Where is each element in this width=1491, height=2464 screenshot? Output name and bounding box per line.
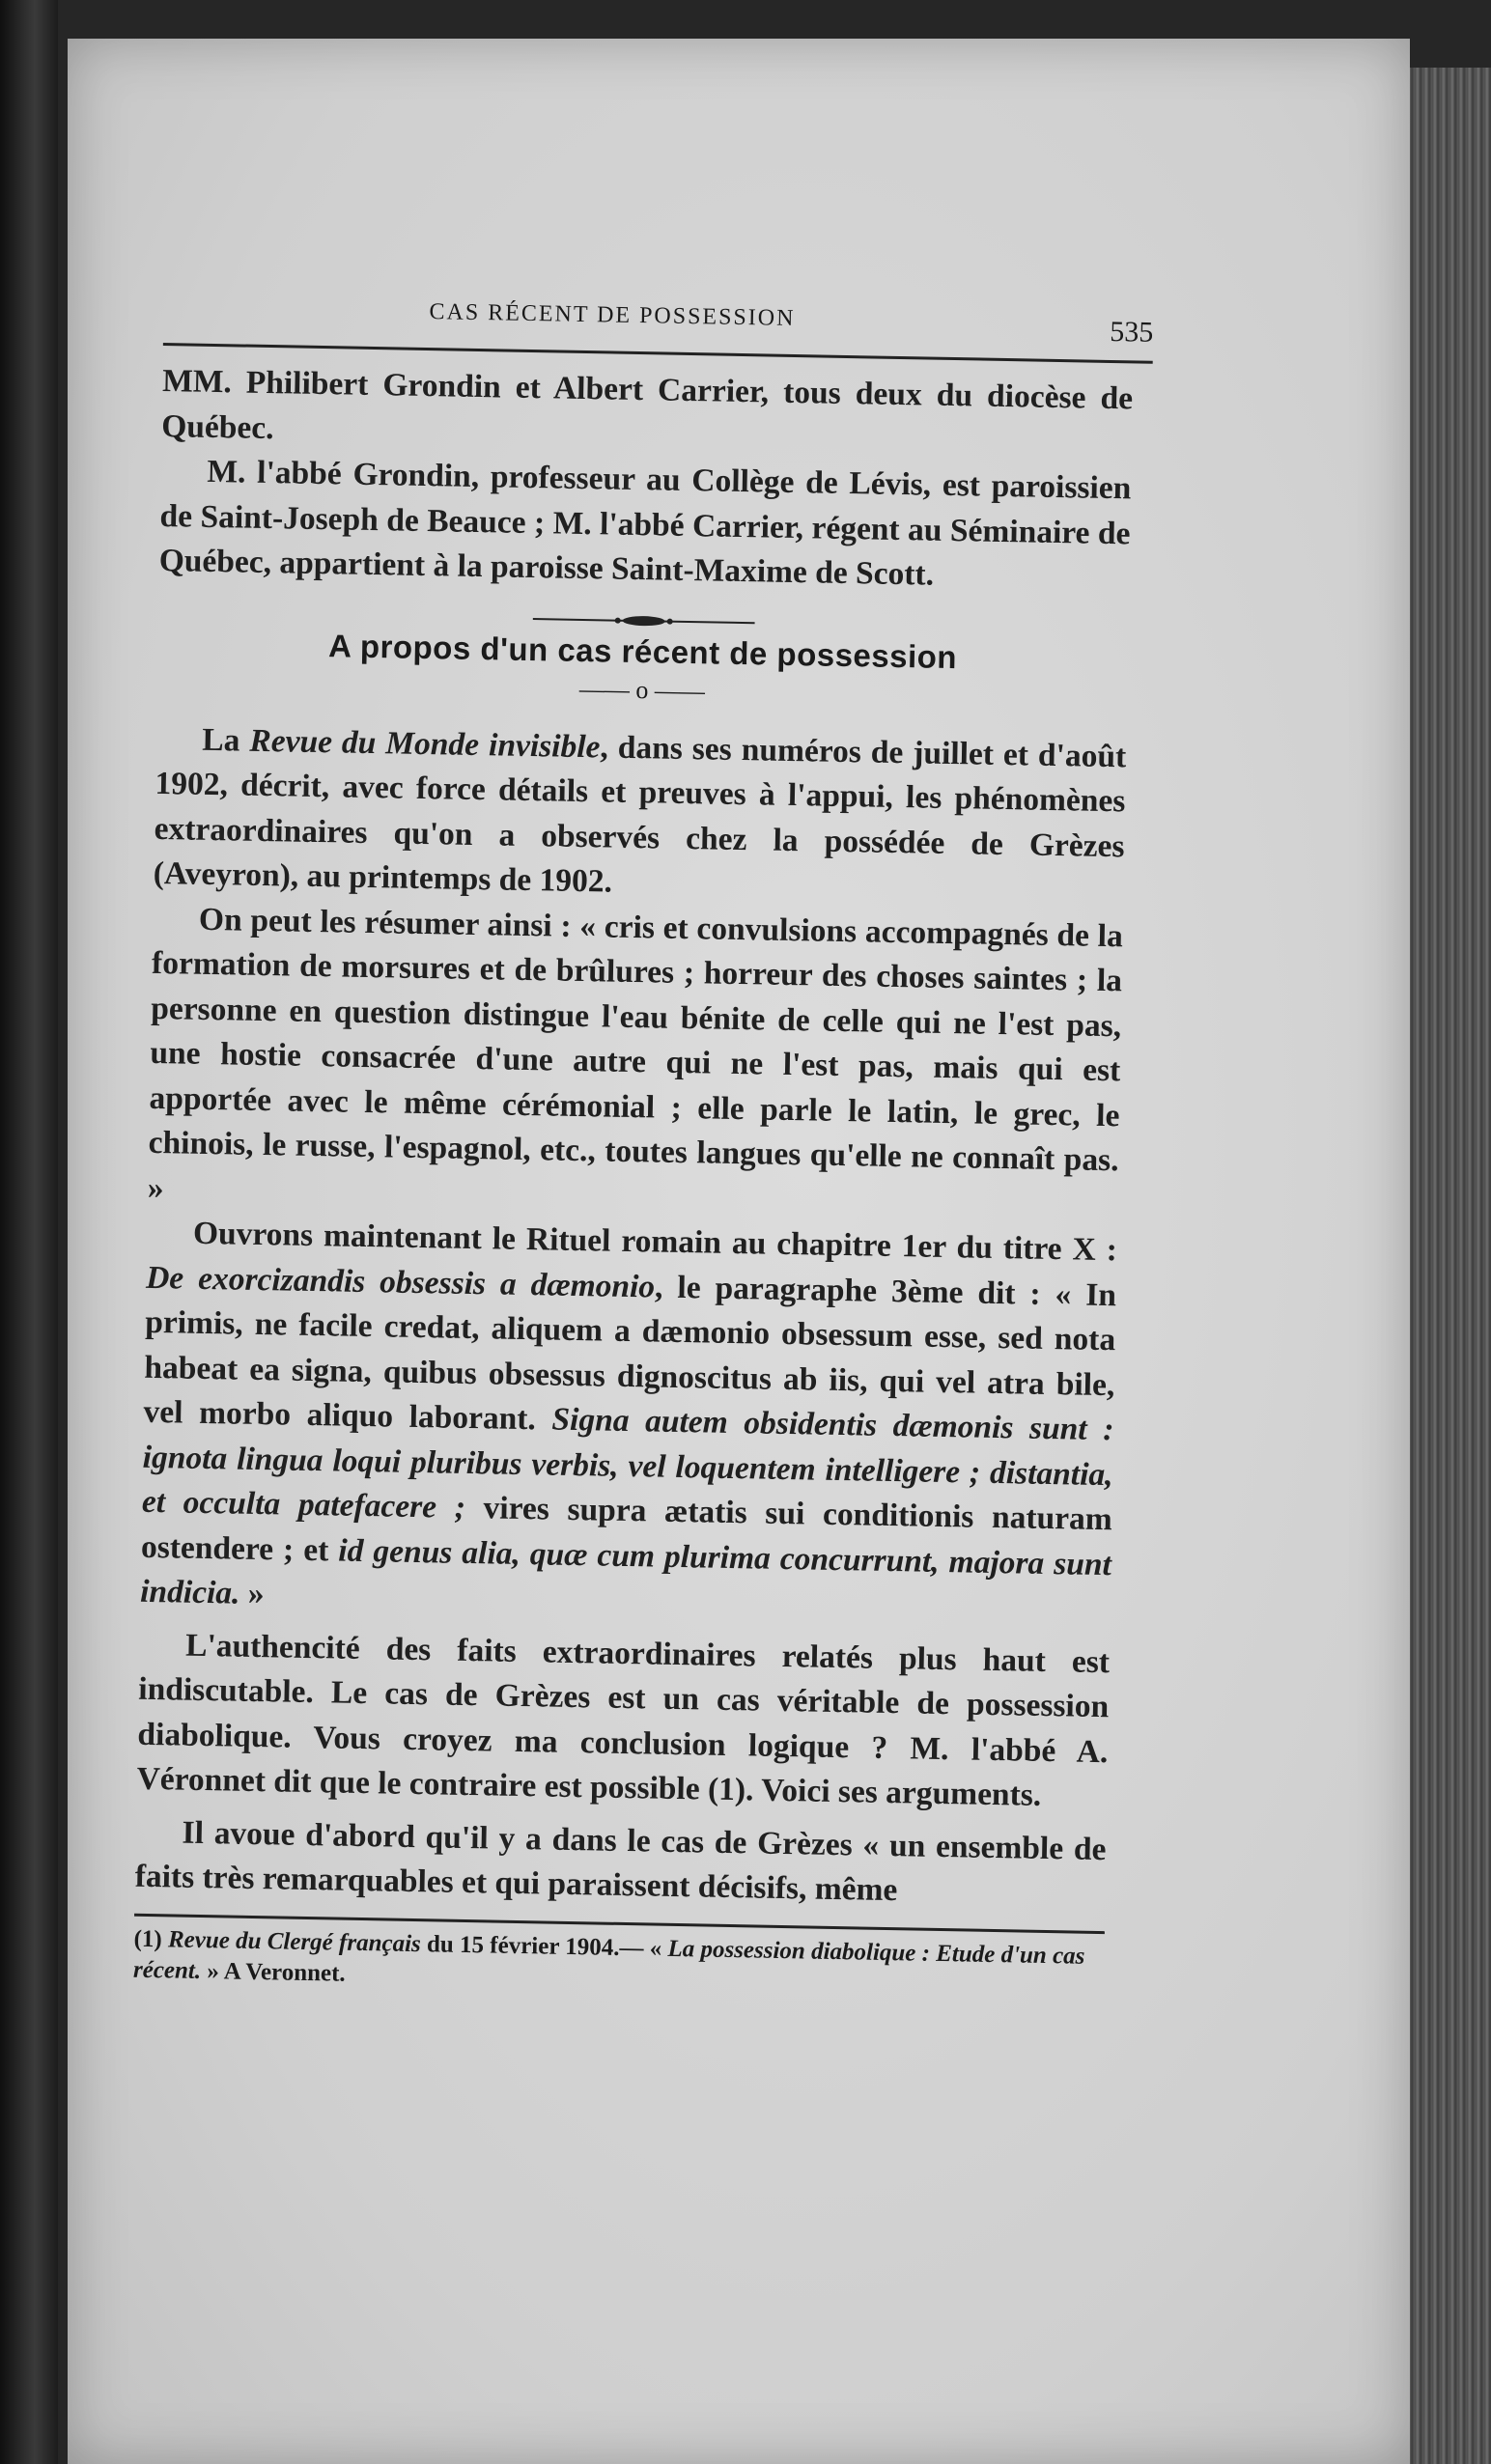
paragraph-rituel: Ouvrons maintenant le Rituel romain au chapitre 1er du titre X : De exorcizandis obsessis a dæmonio, le paragraphe 3ème dit : « In primis, ne facile credat, aliquem a dæmonio obsessum esse, sed nota habeat ea signa, quibus obsessus dignoscitus ab iis, qui vel atra bile, vel morbo aliquo laborant. Signa autem obsidentis dæmonis sunt : ignota lingua loqui pluribus verbis, vel loquentem intelligere ; distantia, et occulta patefacere ; vires supra ætatis sui conditionis naturam ostendere ; et id genus alia, quæ cum plurima concurrunt, majora sunt indicia. »: [139, 1215, 1118, 1612]
paragraph-authenticity: L'authencité des faits extraordinaires relatés plus haut est indiscutable. Le cas de Grèzes est un cas véritable de possession diabolique. Vous croyez ma conclusion logique ? M. l'abbé A. Véronnet dit que le contraire est possible (1). Voici ses arguments.: [136, 1627, 1111, 1813]
paragraph-parishes: M. l'abbé Grondin, professeur au Collège de Lévis, est paroissien de Saint-Joseph de Beauce ; M. l'abbé Carrier, régent au Séminaire de Québec, appartient à la paroisse Saint-Maxime de Scott.: [158, 453, 1132, 593]
rituel-title: De exorcizandis obsessis a dæmonio: [145, 1259, 656, 1304]
paragraph-veronnet: Il avoue d'abord qu'il y a dans le cas de Grèzes « un ensemble de faits très remarquables et qui paraissent décisifs, même: [134, 1814, 1107, 1909]
book-page: [68, 39, 1410, 2464]
footnote: (1) Revue du Clergé français du 15 février 1904.— « La possession diabolique : Etude d'un cas récent. » A Veronnet.: [132, 1925, 1085, 1987]
page-number: 535: [1109, 315, 1154, 349]
paragraph-summary: On peut les résumer ainsi : « cris et convulsions accompagnés de la formation de morsures et de brûlures ; horreur des choses saintes ; la personne en question distingue l'eau bénite de celle qui ne l'est pas, une hostie consacrée d'une autre qui ne l'est pas, mais qui est apportée avec le même cérémonial ; elle parle le latin, le grec, le chinois, le russe, l'espagnol, etc., toutes langues qu'elle ne connaît pas. »: [147, 901, 1124, 1206]
page-content: [132, 285, 1154, 2003]
section-ornament: [532, 612, 754, 630]
latin-quote: Signa autem obsidentis dæmonis sunt : ignota lingua loqui pluribus verbis, vel loquentem intelligere ; distantia, et occulta patefacere ;: [141, 1401, 1114, 1526]
journal-title: Revue du Monde invisible: [249, 722, 601, 765]
book-gutter-shadow: [0, 0, 58, 2464]
section-heading: A propos d'un cas récent de possession: [327, 627, 958, 675]
running-title: CAS RÉCENT DE POSSESSION: [429, 299, 796, 331]
running-header: [163, 285, 1154, 364]
heading-divider: —— o ——: [578, 674, 706, 705]
paragraph-revue: La Revue du Monde invisible, dans ses numéros de juillet et d'août 1902, décrit, avec force détails et preuves à l'appui, les phénomènes extraordinaires qu'on a observés chez la possédée de Grèzes (Aveyron), au printemps de 1902.: [153, 721, 1127, 900]
latin-quote-end: id genus alia, quæ cum plurima concurrunt, majora sunt indicia.: [139, 1532, 1112, 1611]
paragraph-names: MM. Philibert Grondin et Albert Carrier, tous deux du diocèse de Québec.: [160, 362, 1134, 446]
